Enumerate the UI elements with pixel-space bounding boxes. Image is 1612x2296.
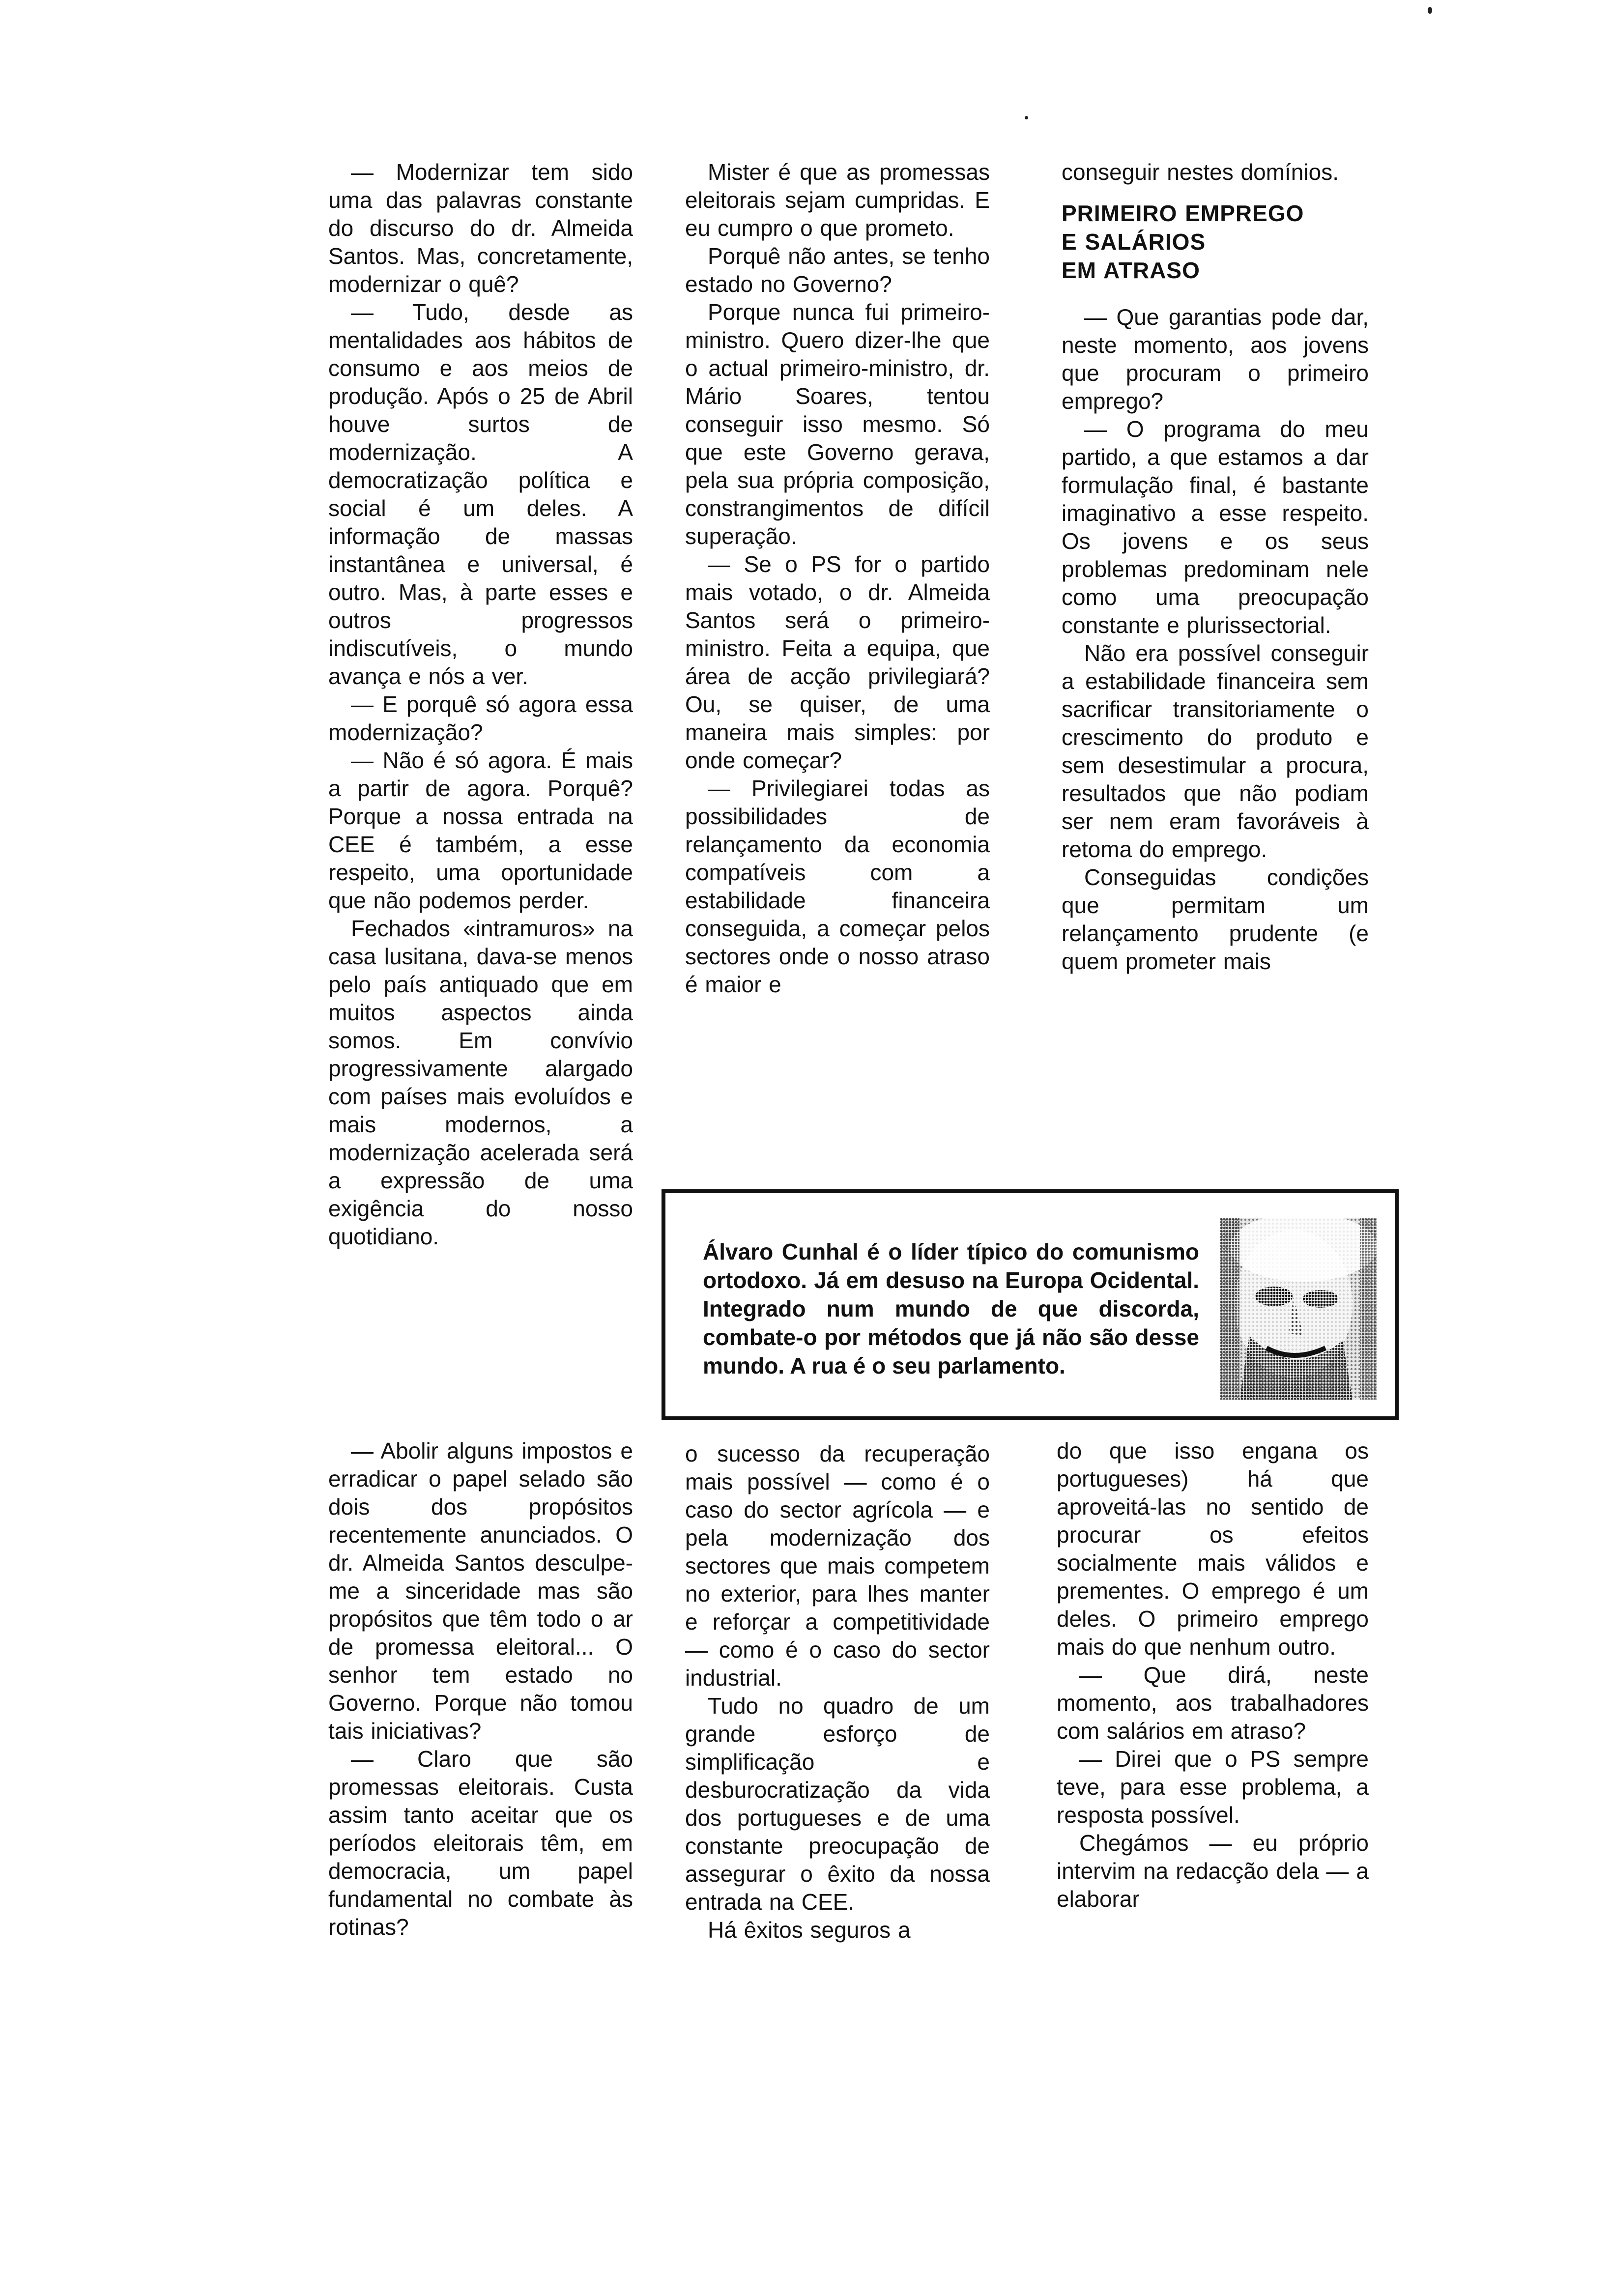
column-2-top (685, 158, 990, 999)
paragraph: Conseguidas condições que permitam um relançamento prudente (e quem prometer mais (1062, 864, 1369, 974)
pull-quote-box (662, 1189, 1399, 1420)
pull-quote-text: Álvaro Cunhal é o líder típico do comunismo ortodoxo. Já em desuso na Europa Ocidental. Integrado num mundo de que discorda, combate-o por métodos que já não são desse mundo. A rua é o seu parlamento. (703, 1239, 1199, 1378)
paragraph: do que isso engana os portugueses) há que aproveitá-las no sentido de procurar os efeitos socialmente mais válidos e prementes. O emprego é um deles. O primeiro emprego mais do que nenhum outro. (1057, 1438, 1369, 1660)
paragraph: — Abolir alguns impostos e erradicar o papel selado são dois dos propósitos recentemente anunciados. O dr. Almeida Santos desculpe-me a sinceridade mas são propósitos que têm todo o ar de promessa eleitoral... O senhor tem estado no Governo. Porque não tomou tais iniciativas? (328, 1438, 633, 1744)
paragraph: — Direi que o PS sempre teve, para esse problema, a resposta possível. (1057, 1746, 1369, 1828)
paragraph: Não era possível conseguir a estabilidade financeira sem sacrificar transitoriamente o crescimento do produto e sem desestimular a procura, resultados que não podiam ser nem eram favoráveis à retoma do emprego. (1062, 640, 1369, 862)
paragraph: — Se o PS for o partido mais votado, o dr. Almeida Santos será o primeiro-ministro. Feita a equipa, que área de acção privilegiará? Ou, se quiser, de uma maneira mais simples: por onde começar? (685, 551, 990, 773)
paragraph: Fechados «intramuros» na casa lusitana, dava-se menos pelo país antiquado que em muitos aspectos ainda somos. Em convívio progressivamente alargado com países mais evoluídos e mais modernos, a modernização acelerada será a expressão de uma exigência do nosso quotidiano. (328, 916, 633, 1249)
paragraph: Tudo no quadro de um grande esforço de simplificação e desburocratização da vida dos portugueses e de uma constante preocupação de assegurar o êxito da nossa entrada na CEE. (685, 1693, 990, 1915)
paragraph: Há êxitos seguros a (708, 1917, 911, 1943)
heading-line: PRIMEIRO EMPREGO (1062, 201, 1304, 226)
scan-speck (1025, 116, 1028, 119)
paragraph: — Privilegiarei todas as possibilidades de relançamento da economia compatíveis com a estabilidade financeira conseguida, a começar pelos sectores onde o nosso atraso é maior e (685, 775, 990, 997)
column-3-bottom (1057, 1437, 1369, 1913)
section-heading (1062, 199, 1369, 285)
paragraph: Mister é que as promessas eleitorais sejam cumpridas. E eu cumpro o que prometo. (685, 159, 990, 241)
portrait-photo (1220, 1218, 1377, 1400)
paragraph: Porque nunca fui primeiro-ministro. Quero dizer-lhe que o actual primeiro-ministro, dr. Mário Soares, tentou conseguir isso mesmo. Só que este Governo gerava, pela sua própria composição, constrangimentos de difícil superação. (685, 299, 990, 549)
paragraph: — Tudo, desde as mentalidades aos hábitos de consumo e aos meios de produção. Após o 25 de Abril houve surtos de modernização. A democratização política e social é um deles. A informação de massas instantânea e universal, é outro. Mas, à parte esses e outros progressos indiscutíveis, o mundo avança e nós a ver. (328, 299, 633, 689)
column-1-bottom (328, 1437, 633, 1941)
paragraph: — Claro que são promessas eleitorais. Custa assim tanto aceitar que os períodos eleitorais têm, em democracia, um papel fundamental no combate às rotinas? (328, 1746, 633, 1940)
heading-line: E SALÁRIOS (1062, 229, 1206, 255)
paragraph: — Que dirá, neste momento, aos trabalhadores com salários em atraso? (1057, 1662, 1369, 1744)
scan-speck (1428, 7, 1432, 14)
column-2-bottom (685, 1440, 990, 1944)
paragraph: o sucesso da recuperação mais possível — como é o caso do sector agrícola — e pela modernização dos sectores que mais competem no exterior, para lhes manter e reforçar a competitividade — como é o caso do sector industrial. (685, 1441, 990, 1691)
paragraph: conseguir nestes domínios. (1062, 159, 1339, 185)
question-paragraph: — Que garantias pode dar, neste momento, aos jovens que procuram o primeiro emprego? (1062, 304, 1369, 414)
paragraph: — E porquê só agora essa modernização? (328, 691, 633, 745)
column-3-top (1062, 158, 1369, 976)
paragraph: — Modernizar tem sido uma das palavras constante do discurso do dr. Almeida Santos. Mas, concretamente, modernizar o quê? (328, 159, 633, 297)
heading-line: EM ATRASO (1062, 258, 1200, 283)
answer-paragraph: — O programa do meu partido, a que estamos a dar formulação final, é bastante imaginativo a esse respeito. Os jovens e os seus problemas predominam nele como uma preocupação constante e plurissectorial. (1062, 416, 1369, 638)
paragraph: — Não é só agora. É mais a partir de agora. Porquê? Porque a nossa entrada na CEE é também, a esse respeito, uma oportunidade que não podemos perder. (328, 747, 633, 913)
paragraph: Porquê não antes, se tenho estado no Governo? (685, 243, 990, 297)
column-1-top (328, 158, 633, 1251)
paragraph: Chegámos — eu próprio intervim na redacção dela — a elaborar (1057, 1830, 1369, 1912)
